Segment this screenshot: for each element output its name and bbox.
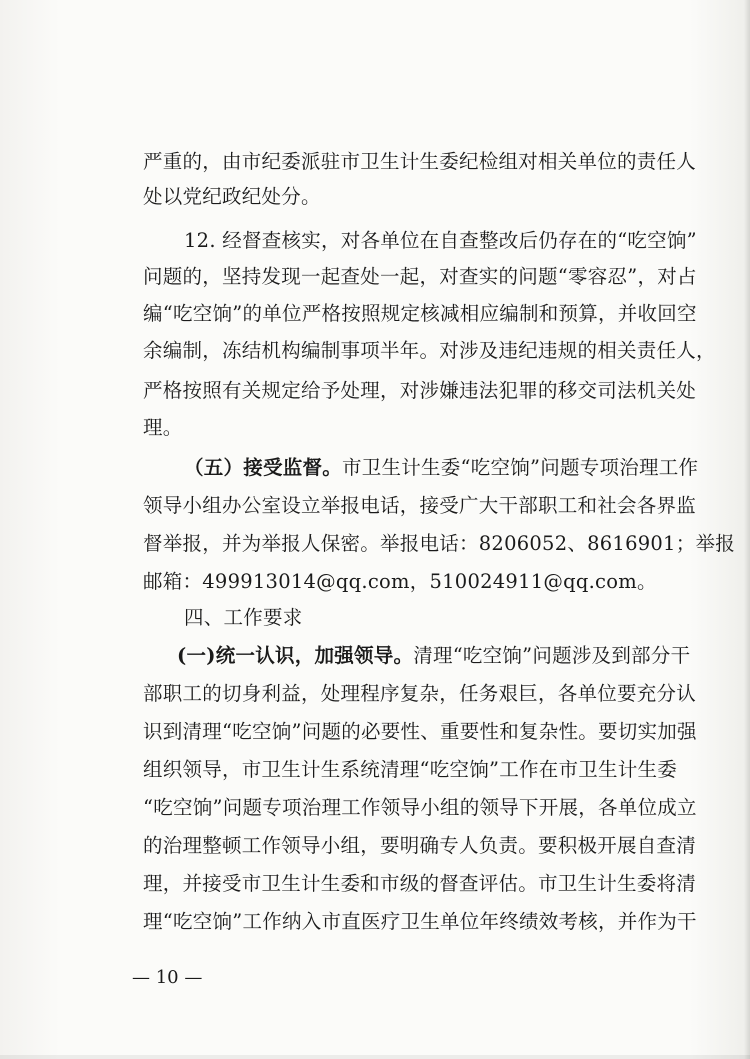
paragraph-text: 清理“吃空饷”问题涉及到部分干 <box>413 644 691 667</box>
paragraph-line: 严重的，由市纪委派驻市卫生计生委纪检组对相关单位的责任人 <box>143 150 697 173</box>
paragraph-line: 督举报，并为举报人保密。举报电话：8206052、8616901；举报 <box>143 532 735 555</box>
paragraph-line: 理。 <box>143 416 183 439</box>
paragraph-line: 严格按照有关规定给予处理，对涉嫌违法犯罪的移交司法机关处 <box>143 379 697 402</box>
paragraph-line: 的治理整顿工作领导小组，要明确专人负责。要积极开展自查清 <box>143 834 697 857</box>
paragraph-line: 处以党纪政纪处分。 <box>143 185 321 208</box>
section-line <box>184 455 698 481</box>
paragraph-line: “吃空饷”问题专项治理工作领导小组的领导下开展，各单位成立 <box>143 796 697 819</box>
section-title-work-requirements: 四、工作要求 <box>184 606 303 629</box>
paragraph-line: 编“吃空饷”的单位严格按照规定核减相应编制和预算，并收回空 <box>143 302 697 325</box>
paragraph-line: 部职工的切身利益，处理程序复杂，任务艰巨，各单位要充分认 <box>143 682 697 705</box>
section-heading-supervision: （五）接受监督。 <box>184 456 343 479</box>
paragraph-line: 余编制，冻结机构编制事项半年。对涉及违纪违规的相关责任人， <box>143 339 716 362</box>
paragraph-text: 市卫生计生委“吃空饷”问题专项治理工作 <box>342 456 699 479</box>
paragraph-line: 理“吃空饷”工作纳入市直医疗卫生单位年终绩效考核，并作为干 <box>143 910 697 933</box>
paragraph-line: 识到清理“吃空饷”问题的必要性、重要性和复杂性。要切实加强 <box>143 720 697 743</box>
paragraph-line: 组织领导，市卫生计生系统清理“吃空饷”工作在市卫生计生委 <box>143 758 677 781</box>
section-heading-unify: (一)统一认识，加强领导。 <box>177 644 414 667</box>
page-number: — 10 — <box>132 967 203 988</box>
paragraph-line: 问题的，坚持发现一起查处一起，对查实的问题“零容忍”，对占 <box>143 265 697 288</box>
section-line <box>177 643 690 669</box>
paragraph-line: 12. 经督查核实，对各单位在自查整改后仍存在的“吃空饷” <box>184 229 697 252</box>
paragraph-line: 理，并接受市卫生计生委和市级的督查评估。市卫生计生委将清 <box>143 872 697 895</box>
page-edge-shadow <box>744 0 750 1059</box>
page-bottom-shadow <box>0 1055 750 1059</box>
paragraph-line: 领导小组办公室设立举报电话，接受广大干部职工和社会各界监 <box>143 494 697 517</box>
paragraph-line: 邮箱：499913014@qq.com，510024911@qq.com。 <box>143 570 657 593</box>
